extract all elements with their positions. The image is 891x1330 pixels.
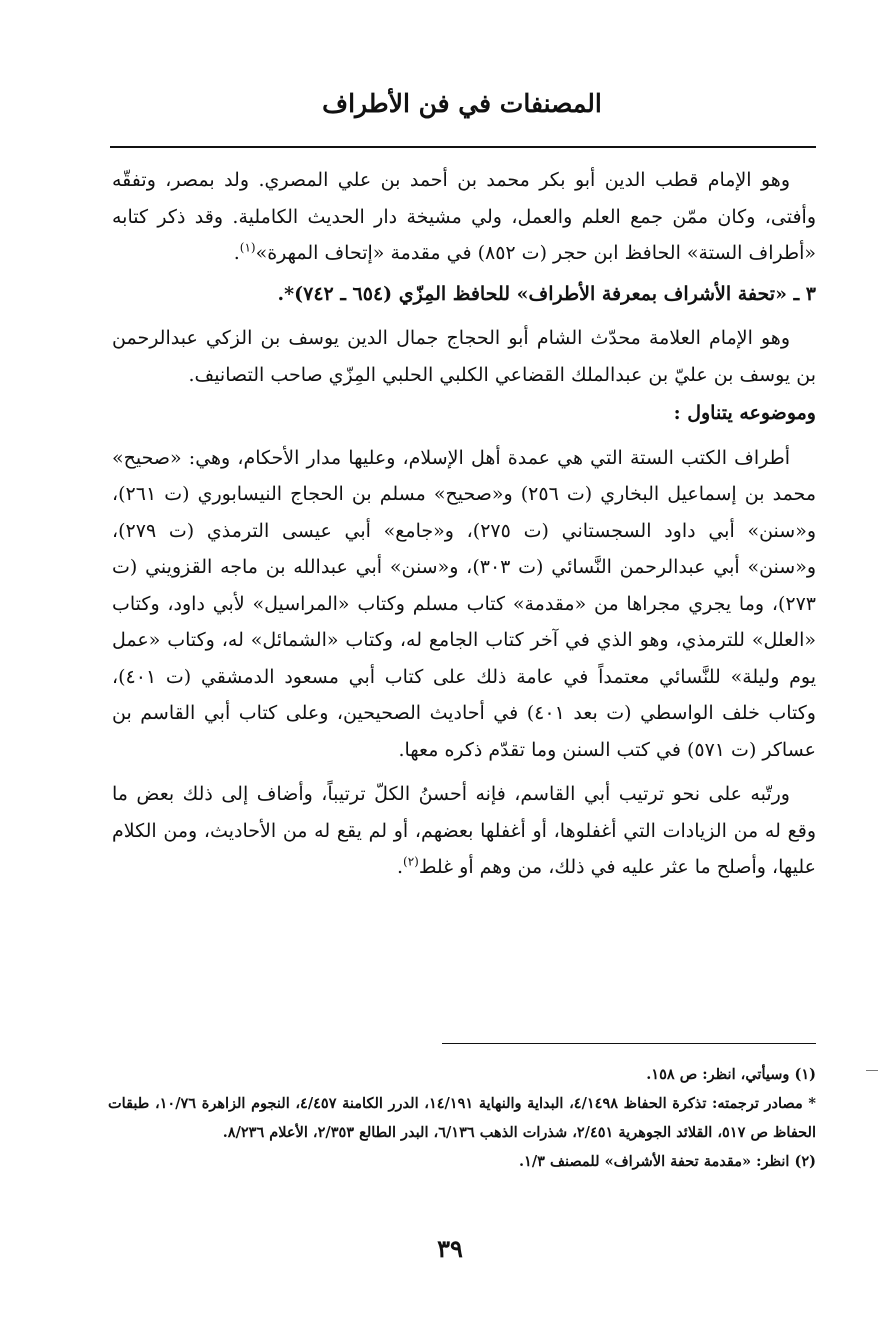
section-heading-3 — [112, 276, 816, 313]
biography-mark: *. — [277, 282, 295, 305]
paragraph-3: أطراف الكتب الستة التي هي عمدة أهل الإسلام، وعليها مدار الأحكام، وهي: «صحيح» محمد بن إسماعيل البخاري (ت ٢٥٦) و«صحيح» مسلم بن الحجاج النيسابوري (ت ٢٦١)، و«سنن» أبي داود السجستاني (ت ٢٧٥)، و«جامع» أبي عيسى الترمذي (ت ٢٧٩)، و«سنن» أبي عبدالرحمن النَّسائي (ت ٣٠٣)، و«سنن» أبي عبدالله بن ماجه القزويني (ت ٢٧٣)، وما يجري مجراها من «مقدمة» كتاب مسلم وكتاب «المراسيل» لأبي داود، وكتاب «العلل» للترمذي، وهو الذي في آخر كتاب الجامع له، وكتاب «الشمائل» له، وكتاب «عمل يوم وليلة» للنَّسائي معتمداً في عامة ذلك على كتاب أبي مسعود الدمشقي (ت ٤٠١)، وكتاب خلف الواسطي (ت بعد ٤٠١) في أحاديث الصحيحين، وعلى كتاب أبي القاسم بن عساكر (ت ٥٧١) في كتب السنن وما تقدّم ذكره معها. — [112, 446, 816, 761]
topic-heading: وموضوعه يتناول : — [673, 402, 816, 424]
page-number: ٣٩ — [437, 1234, 463, 1263]
paragraph-1-text: وهو الإمام قطب الدين أبو بكر محمد بن أحمد بن علي المصري. ولد بمصر، وتفقّه وأفتى، وكان ممّن جمع العلم والعمل، ولي مشيخة دار الحديث الكاملية. وقد ذكر كتابه «أطراف الستة» الحافظ ابن حجر (ت ٨٥٢) في مقدمة «إتحاف المهرة» — [112, 169, 816, 264]
footnotes — [108, 1060, 816, 1176]
paragraph-4-end: . — [396, 856, 404, 878]
section-heading-text: ٣ ـ «تحفة الأشراف بمعرفة الأطراف» للحافظ المِزّي (٦٥٤ ـ ٧٤٢) — [294, 282, 816, 305]
body-text — [112, 162, 816, 886]
footnote-star-sources: * مصادر ترجمته: تذكرة الحفاظ ٤/١٤٩٨، البداية والنهاية ١٤/١٩١، الدرر الكامنة ٤/٤٥٧، النجوم الزاهرة ١٠/٧٦، طبقات الحفاظ ص ٥١٧، القلائد الجوهرية ٢/٤٥١، شذرات الذهب ٦/١٣٦، البدر الطالع ٢/٣٥٣، الأعلام ٨/٢٣٦. — [108, 1095, 816, 1141]
paragraph-4 — [112, 776, 816, 886]
footnote-ref-1: (١) — [239, 240, 256, 255]
paragraph-4-text: ورتّبه على نحو ترتيب أبي القاسم، فإنه أحسنُ الكلّ ترتيباً، وأضاف إلى ذلك بعض ما وقع له من الزيادات التي أغفلوها، أو أغفلها بعضهم، أو لم يقع له من الأحاديث، ومن الكلام عليها، وأصلح ما عثر عليه في ذلك، من وهم أو غلط — [112, 783, 816, 878]
footnote-ref-2: (٢) — [403, 854, 419, 869]
running-title: المصنفات في فن الأطراف — [322, 89, 602, 118]
paragraph-1 — [112, 162, 816, 272]
paragraph-2: وهو الإمام العلامة محدّث الشام أبو الحجاج جمال الدين يوسف بن الزكي عبدالرحمن بن يوسف بن عليّ بن عبدالملك القضاعي الكلبي الحلبي المِزّي صاحب التصانيف. — [112, 327, 816, 386]
header-rule — [110, 146, 816, 148]
footnote-rule — [442, 1043, 816, 1044]
footnote-2: (٢) انظر: «مقدمة تحفة الأشراف» للمصنف ١/٣. — [518, 1153, 816, 1170]
footnote-1: (١) وسيأتي، انظر: ص ١٥٨. — [646, 1066, 816, 1083]
margin-mark — [866, 1070, 878, 1071]
paragraph-1-end: . — [233, 242, 240, 264]
